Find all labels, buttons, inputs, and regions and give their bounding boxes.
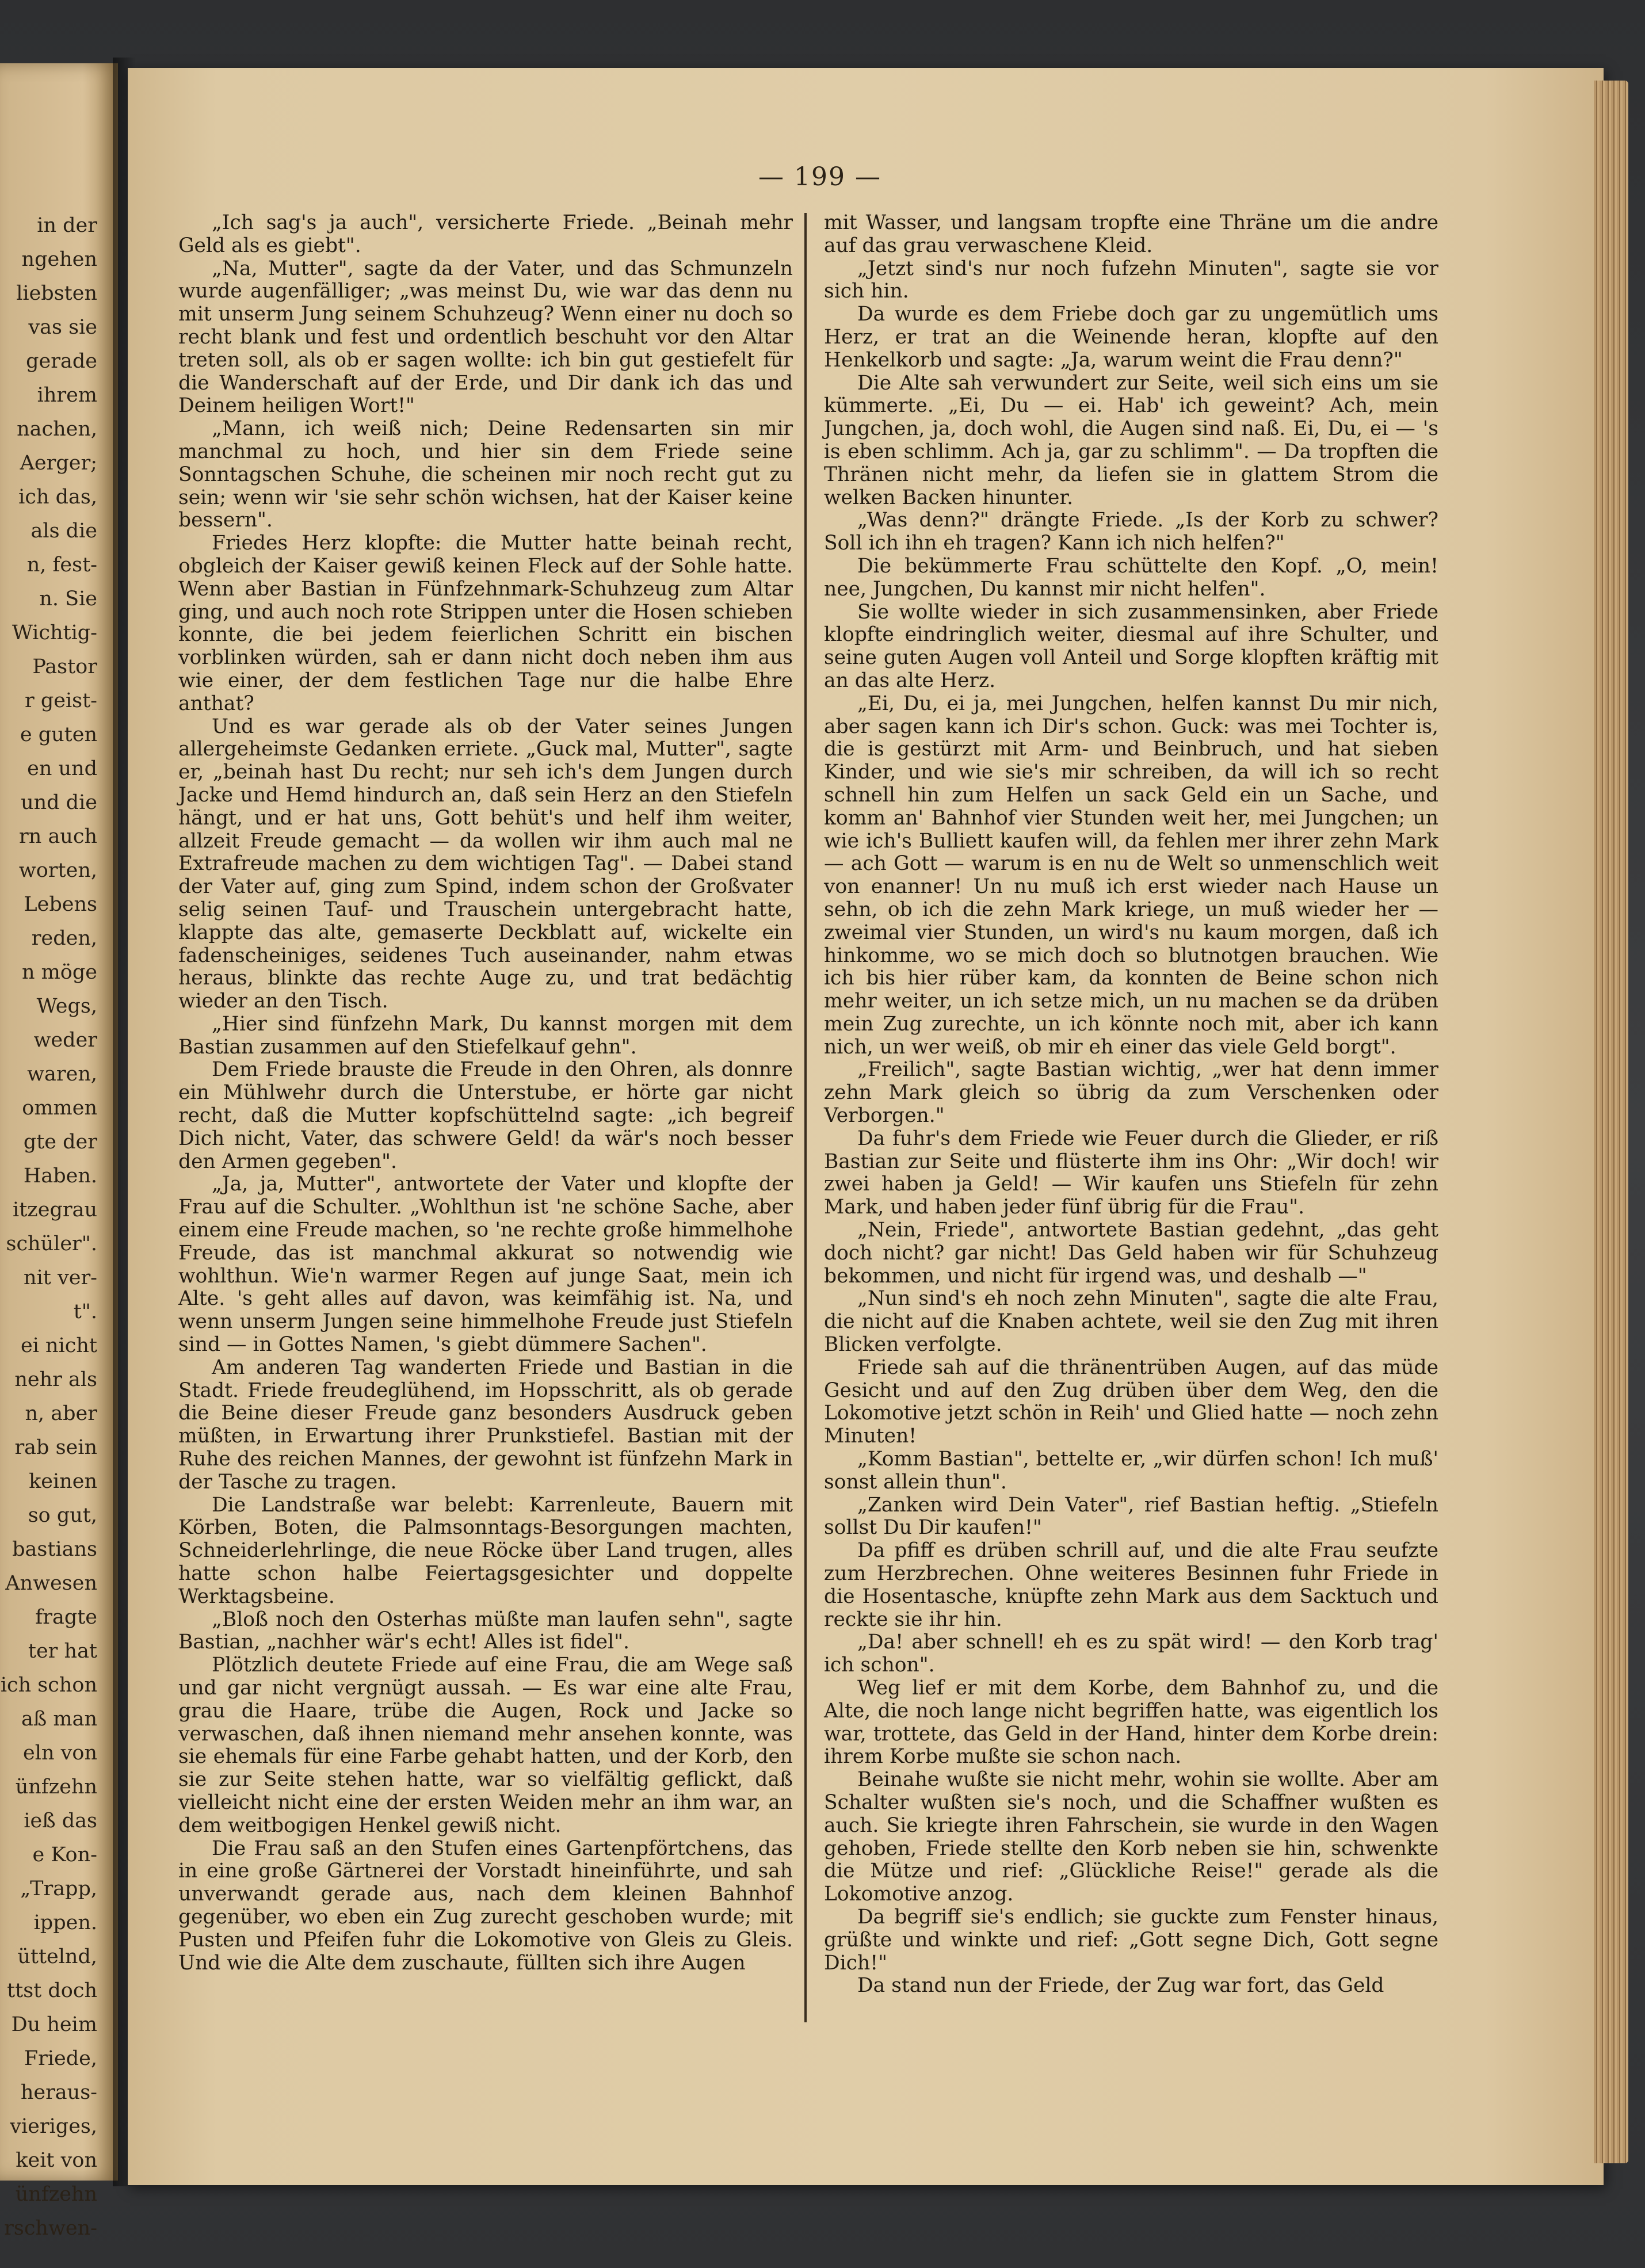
paragraph: Da stand nun der Friede, der Zug war fort, das Geld: [857, 1974, 1384, 1998]
previous-page-edge: [0, 63, 118, 2240]
previous-page-text-fragment: n. Sie: [39, 587, 97, 610]
previous-page-text-fragment: gerade: [26, 350, 97, 373]
previous-page-text-fragment: nehr als: [14, 1368, 97, 1391]
previous-page-text-fragment: ieß das: [24, 1809, 97, 1832]
previous-page-text-fragment: en und: [27, 757, 97, 780]
paragraph: Die Frau saß an den Stufen eines Gartenpförtchens, das in eine große Gärtnerei der Vorstadt hineinführte, und sah unverwandt gerade aus, nach dem kleinen Bahnhof gegenüber, wo eben ein Zug zurecht geschoben wurde; mit Pusten und Pfeifen fuhr die Lokomotive von Gleis zu Gleis. Und wie die Alte dem zuschaute, füllten sich ihre Augen: [178, 1836, 793, 1975]
previous-page-text-fragment: ich schon: [0, 1674, 97, 1697]
paragraph: Da wurde es dem Friebe doch gar zu ungemütlich ums Herz, er trat an die Weinende heran, klopfte auf den Henkelkorb und sagte: „Ja, warum weint die Frau denn?": [824, 303, 1438, 372]
previous-page-text-fragment: ünfzehn: [15, 1776, 97, 1799]
previous-page-text-fragment: Anwesen: [5, 1572, 97, 1595]
paragraph: „Ja, ja, Mutter", antwortete der Vater und klopfte der Frau auf die Schulter. „Wohlthun ist 'ne schöne Sache, aber einem eine Freude machen, so 'ne rechte große himmelhohe Freude, das ist manchmal akkurat so notwendig wie wohlthun. Wie'n warmer Regen auf junge Saat, mein ich Alte. 's geht alles auf davon, was keimfähig ist. Na, und wenn unserm Jungen seine himmelhohe Freude just Stiefeln sind — in Gottes Namen, 's giebt dümmere Sachen".: [178, 1173, 793, 1357]
paragraph: Weg lief er mit dem Korbe, dem Bahnhof zu, und die Alte, die noch lange nicht begriffen hatte, was eigentlich los war, trottete, das Geld in der Hand, hinter dem Korbe drein: ihrem Korbe mußte sie schon nach.: [824, 1677, 1438, 1769]
previous-page-text-fragment: in der: [37, 214, 97, 237]
paragraph: „Da! aber schnell! eh es zu spät wird! — den Korb trag' ich schon".: [824, 1631, 1438, 1677]
paragraph: „Ei, Du, ei ja, mei Jungchen, helfen kannst Du mir nich, aber sagen kann ich Dir's schon. Guck: was mei Tochter is, die is gestürzt mit Arm- und Beinbruch, und hat sieben Kinder, und wie sie's mir schreiben, da will ich so recht schnell hin zum Helfen un sack Geld ein un Sache, und komm an' Bahnhof vier Stunden weit her, mei Jungchen; un wie ich's Bulliett kaufen will, da fehlen mer ihrer zehn Mark — ach Gott — warum is en nu de Welt so unmenschlich weit von enanner! Un nu muß ich erst wieder nach Hause un sehn, ob ich die zehn Mark kriege, un muß wieder her — zweimal vier Stunden, un wird's nu kaum morgen, daß ich hinkomme, wo se mich doch so blutnotgen brauchen. Wie ich bis hier rüber kam, da konnten de Beine schon nich mehr weiter, un ich setze mich, un nu machen se da drüben mein Zug zurechte, un ich könnte noch mit, aber ich kann nich, un wer weiß, ob mir eh einer das viele Geld borgt".: [824, 692, 1438, 1059]
page-number: — 199 —: [758, 162, 881, 192]
previous-page-text-fragment: Aerger;: [20, 452, 97, 475]
previous-page-text-fragment: n, aber: [25, 1402, 97, 1425]
previous-page-text-fragment: heraus-: [20, 2081, 97, 2104]
previous-page-text-fragment: Friede,: [24, 2047, 97, 2070]
paragraph: „Na, Mutter", sagte da der Vater, und das Schmunzeln wurde augenfälliger; „was meinst Du, wie war das denn nu mit unserm Jung seinem Schuhzeug? Wenn einer nu doch so recht blank und fest und ordentlich beschuht vor den Altar treten soll, als ob er sagen wollte: ich bin gut gestiefelt für die Wanderschaft auf der Erde, und Dir dank ich das und Deinem heiligen Wort!": [178, 257, 793, 418]
previous-page-text-fragment: so gut,: [28, 1504, 97, 1527]
previous-page-text-fragment: ter hat: [28, 1640, 97, 1663]
previous-page-text-fragment: Pastor: [32, 655, 97, 678]
paragraph: Da fuhr's dem Friede wie Feuer durch die Glieder, er riß Bastian zur Seite und flüsterte ihm ins Ohr: „Wir doch! wir zwei haben ja Geld! — Wir kaufen uns Stiefeln für zehn Mark, und haben jeder fünf übrig für die Frau".: [824, 1127, 1438, 1219]
previous-page-text-fragment: ei nicht: [21, 1334, 97, 1357]
previous-page-text-fragment: worten,: [18, 859, 97, 882]
previous-page-text-fragment: nachen,: [17, 418, 97, 441]
paragraph: „Zanken wird Dein Vater", rief Bastian heftig. „Stiefeln sollst Du Dir kaufen!": [824, 1493, 1438, 1540]
paragraph: „Jetzt sind's nur noch fufzehn Minuten", sagte sie vor sich hin.: [824, 257, 1438, 303]
previous-page-text-fragment: üttelnd,: [17, 1945, 97, 1968]
previous-page-text-fragment: ttst doch: [7, 1979, 97, 2002]
paragraph: Sie wollte wieder in sich zusammensinken, aber Friede klopfte eindringlich weiter, diesmal auf ihre Schulter, und seine guten Augen voll Anteil und Sorge klopften kräftig mit an das alte Herz.: [824, 600, 1438, 692]
previous-page-text-fragment: n, fest-: [26, 553, 97, 576]
previous-page-text-fragment: r geist-: [24, 689, 97, 712]
paragraph: mit Wasser, und langsam tropfte eine Thräne um die andre auf das grau verwaschene Kleid.: [824, 211, 1438, 257]
paragraph: „Nun sind's eh noch zehn Minuten", sagte die alte Frau, die nicht auf die Knaben achtete, weil sie den Zug mit ihren Blicken verfolgte.: [824, 1287, 1438, 1357]
previous-page-text-fragment: keit von: [16, 2149, 97, 2172]
paragraph: Friede sah auf die thränentrüben Augen, auf das müde Gesicht und auf den Zug drüben über dem Weg, den die Lokomotive jetzt schön in Reih' und Glied hatte — noch zehn Minuten!: [824, 1356, 1438, 1448]
page-edges: [1594, 81, 1628, 2163]
previous-page-text-fragment: t".: [73, 1300, 97, 1323]
previous-page-text-fragment: itzegrau: [13, 1198, 97, 1221]
previous-page-text-fragment: Du heim: [11, 2013, 97, 2036]
paragraph: „Komm Bastian", bettelte er, „wir dürfen schon! Ich muß' sonst allein thun".: [824, 1448, 1438, 1494]
previous-page-text-fragment: reden,: [31, 927, 97, 950]
paragraph: Plötzlich deutete Friede auf eine Frau, die am Wege saß und gar nicht vergnügt aussah. — Es war eine alte Frau, grau die Haare, trübe die Augen, Rock und Jacke so verwaschen, daß ihnen niemand mehr ansehen konnte, was sie ehemals für eine Farbe gehabt hatten, und der Korb, den sie zur Seite stehen hatte, war so vielfältig geflickt, daß vielleicht nicht eine der ersten Weiden mehr an ihm war, an dem weitbogigen Henkel gewiß nicht.: [178, 1654, 793, 1837]
paragraph: Die Landstraße war belebt: Karrenleute, Bauern mit Körben, Boten, die Palmsonntags-Besorgungen machten, Schneiderlehrlinge, die neue Röcke über Land trugen, alles hatte schon halbe Feiertagsgesichter und doppelte Werktagsbeine.: [178, 1493, 793, 1608]
previous-page-text-fragment: keinen: [29, 1470, 97, 1493]
paragraph: „Freilich", sagte Bastian wichtig, „wer hat denn immer zehn Mark gleich so übrig da zum Verschenken oder Verborgen.": [824, 1058, 1438, 1128]
right-text-column: [824, 212, 1438, 1998]
previous-page-text-fragment: bastians: [12, 1538, 97, 1561]
left-text-column: [178, 212, 793, 1975]
previous-page-text-fragment: e guten: [20, 723, 97, 746]
previous-page-text-fragment: eln von: [23, 1742, 97, 1765]
column-divider: [804, 213, 807, 2022]
previous-page-text-fragment: Haben.: [23, 1164, 97, 1188]
paragraph: „Nein, Friede", antwortete Bastian gedehnt, „das geht doch nicht? gar nicht! Das Geld haben wir für Schuhzeug bekommen, und nicht für irgend was, und deshalb —": [824, 1219, 1438, 1288]
previous-page-text-fragment: ippen.: [33, 1911, 97, 1934]
previous-page-text-fragment: waren,: [27, 1063, 97, 1086]
previous-page-text-fragment: ünfzehn: [15, 2183, 97, 2206]
paragraph: „Mann, ich weiß nich; Deine Redensarten sin mir manchmal zu hoch, und hier sin dem Friede seine Sonntagschen Schuhe, die scheinen mir noch recht gut zu sein; wenn wir 'sie sehr schön wichsen, hat der Kaiser keine bessern".: [178, 417, 793, 532]
paragraph: Die bekümmerte Frau schüttelte den Kopf. „O, mein! nee, Jungchen, Du kannst mir nicht helfen".: [824, 554, 1438, 601]
paragraph: Dem Friede brauste die Freude in den Ohren, als donnre ein Mühlwehr durch die Unterstube, er hörte gar nicht recht, daß die Mutter kopfschüttelnd sagte: „ich begreif Dich nicht, Vater, das schwere Geld! da wär's noch besser den Armen gegeben".: [178, 1058, 793, 1173]
paragraph: Die Alte sah verwundert zur Seite, weil sich eins um sie kümmerte. „Ei, Du — ei. Hab' ich geweint? Ach, mein Jungchen, ja, doch wohl, die Augen sind naß. Ei, Du, ei — 's is eben schlimm. Ach ja, gar zu schlimm". — Da tropften die Thränen nicht mehr, da liefen sie in glattem Strom die welken Backen hinunter.: [824, 371, 1438, 509]
paragraph: „Was denn?" drängte Friede. „Is der Korb zu schwer? Soll ich ihn eh tragen? Kann ich nich helfen?": [824, 509, 1438, 555]
previous-page-text-fragment: schüler".: [6, 1232, 97, 1255]
previous-page-text-fragment: ngehen: [21, 248, 97, 271]
previous-page-text-fragment: „Trapp,: [20, 1877, 97, 1900]
previous-page-text-fragment: rschwen-: [4, 2217, 97, 2240]
previous-page-text-fragment: ommen: [22, 1097, 97, 1120]
previous-page-text-fragment: als die: [30, 520, 97, 543]
paragraph: Am anderen Tag wanderten Friede und Bastian in die Stadt. Friede freudeglühend, im Hopsschritt, als ob gerade die Beine dieser Freude ganz besonders Ausdruck geben müßten, in Erwartung ihrer Prunkstiefel. Bastian mit der Ruhe des reichen Mannes, der gewohnt ist fünfzehn Mark in der Tasche zu tragen.: [178, 1356, 793, 1494]
previous-page-text-fragment: und die: [21, 791, 97, 814]
paragraph: Und es war gerade als ob der Vater seines Jungen allergeheimste Gedanken erriete. „Guck mal, Mutter", sagte er, „beinah hast Du recht; nur seh ich's dem Jungen durch Jacke und Hemd hindurch an, daß sein Herz an den Stiefeln hängt, und er hat uns, Gott behüt's und helf ihm weiter, allzeit Freude gemacht — da wollen wir ihm auch mal ne Extrafreude machen zu dem wichtigen Tag". — Dabei stand der Vater auf, ging zum Spind, indem schon der Großvater selig seinen Tauf- und Trauschein untergebracht hatte, klappte das alte, gemaserte Deckblatt auf, wickelte ein fadenscheiniges, seidenes Tuch auseinander, nahm etwas heraus, blinkte das rechte Auge zu, und trat bedächtig wieder an den Tisch.: [178, 715, 793, 1013]
previous-page-text-fragment: Wichtig-: [12, 621, 97, 644]
previous-page-text-fragment: e Kon-: [32, 1843, 97, 1866]
previous-page-text-fragment: fragte: [35, 1606, 97, 1629]
paragraph: Beinahe wußte sie nicht mehr, wohin sie wollte. Aber am Schalter wußten sie's noch, und die Schaffner wußten es auch. Sie kriegte ihren Fahrschein, sie wurde in den Wagen gehoben, Friede stellte den Korb neben sie hin, schwenkte die Mütze und rief: „Glückliche Reise!" gerade als die Lokomotive anzog.: [824, 1768, 1438, 1906]
previous-page-text-fragment: rab sein: [14, 1436, 97, 1459]
paragraph: „Bloß noch den Osterhas müßte man laufen sehn", sagte Bastian, „nachher wär's echt! Alles ist fidel".: [178, 1608, 793, 1654]
previous-page-text-fragment: aß man: [21, 1708, 97, 1731]
previous-page-text-fragment: rn auch: [19, 825, 97, 848]
previous-page-text-fragment: vieriges,: [10, 2115, 97, 2138]
previous-page-text-fragment: ich das,: [18, 486, 97, 509]
previous-page-text-fragment: vas sie: [28, 316, 97, 339]
previous-page-text-fragment: nit ver-: [24, 1266, 97, 1289]
paragraph: „Hier sind fünfzehn Mark, Du kannst morgen mit dem Bastian zusammen auf den Stiefelkauf gehn".: [178, 1012, 793, 1059]
previous-page-text-fragment: liebsten: [16, 282, 97, 305]
previous-page-text-fragment: gte der: [23, 1131, 97, 1154]
paragraph: „Ich sag's ja auch", versicherte Friede. „Beinah mehr Geld als es giebt".: [178, 211, 793, 257]
previous-page-text-fragment: weder: [33, 1029, 97, 1052]
previous-page-text-fragment: Wegs,: [36, 995, 97, 1018]
previous-page-text-fragment: n möge: [21, 961, 97, 984]
paragraph: Da pfiff es drüben schrill auf, und die alte Frau seufzte zum Herzbrechen. Ohne weiteres Besinnen fuhr Friede in die Hosentasche, knüpfte zehn Mark aus dem Sacktuch und reckte sie ihr hin.: [824, 1539, 1438, 1631]
paragraph: Da begriff sie's endlich; sie guckte zum Fenster hinaus, grüßte und winkte und rief: „Gott segne Dich, Gott segne Dich!": [824, 1905, 1438, 1975]
previous-page-text-fragment: ihrem: [37, 384, 97, 407]
previous-page-text-fragment: Lebens: [24, 893, 97, 916]
paragraph: Friedes Herz klopfte: die Mutter hatte beinah recht, obgleich der Kaiser gewiß keinen Fleck auf der Sohle hatte. Wenn aber Bastian in Fünfzehnmark-Schuhzeug zum Altar ging, und auch noch rote Strippen unter die Hosen schieben konnte, die bei jedem feierlichen Schritt ein bischen vorblinken würden, sah er dann nicht doch neben ihm aus wie einer, der dem festlichen Tage nur die halbe Ehre anthat?: [178, 532, 793, 715]
